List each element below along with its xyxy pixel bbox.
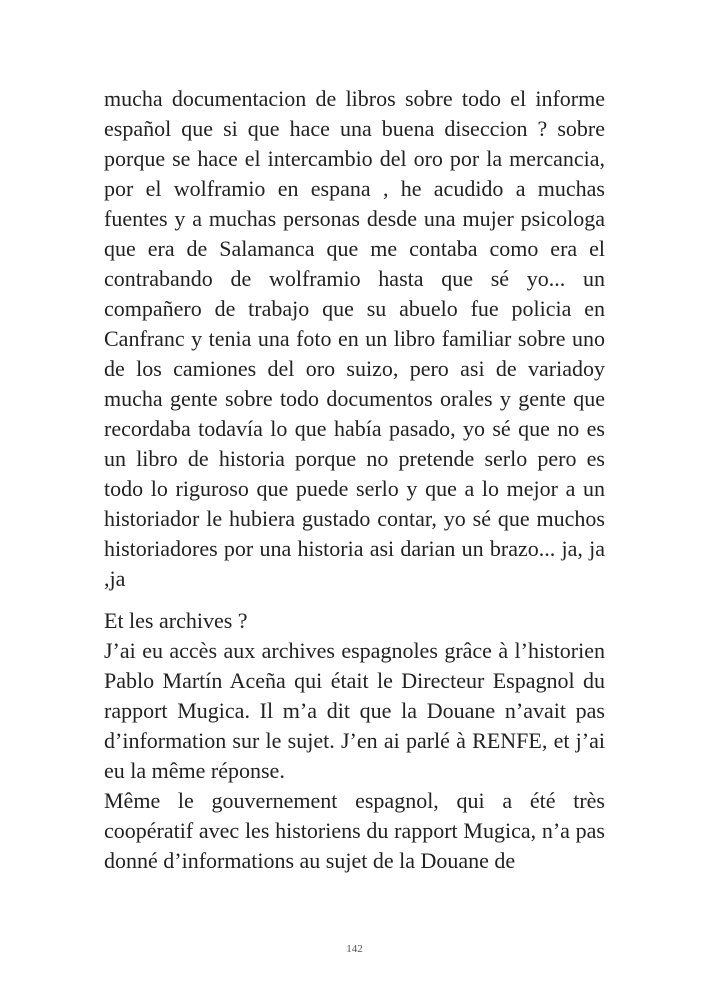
paragraph-spanish-quote: mucha documentacion de libros sobre todo el informe español que si que hace una buena diseccion ? sobre porque se hace el intercambio del oro por la mercancia, por el wolframio en espana , he acudido a muchas fuentes y a muchas personas desde una mujer psicologa que era de Salamanca que me contaba como era el contrabando de wolframio hasta que sé yo... un compañero de trabajo que su abuelo fue policia en Canfranc y tenia una foto en un libro familiar sobre uno de los camiones del oro suizo, pero asi de variadoy mucha gente sobre todo documentos orales y gente que recordaba todavía lo que había pasado, yo sé que no es un libro de historia porque no pretende serlo pero es todo lo riguroso que puede serlo y que a lo mejor a un historiador le hubiera gustado contar, yo sé que muchos historiadores por una historia asi darian un brazo... ja, ja ,ja — [104, 86, 605, 591]
paragraph-government: Même le gouvernement espagnol, qui a été très coopératif avec les historiens du rapport Mugica, n’a pas donné d’informations au sujet de la Douane de — [104, 788, 605, 873]
paragraph-archives-answer: J’ai eu accès aux archives espagnoles grâce à l’historien Pablo Martín Aceña qui était le Directeur Espagnol du rapport Mugica. Il m’a dit que la Douane n’avait pas d’information sur le sujet. J’en ai parlé à RENFE, et j’ai eu la même réponse. — [104, 638, 605, 783]
page-number: 142 — [346, 943, 363, 955]
paragraph-question: Et les archives ? — [104, 608, 248, 633]
page-body — [104, 84, 605, 876]
